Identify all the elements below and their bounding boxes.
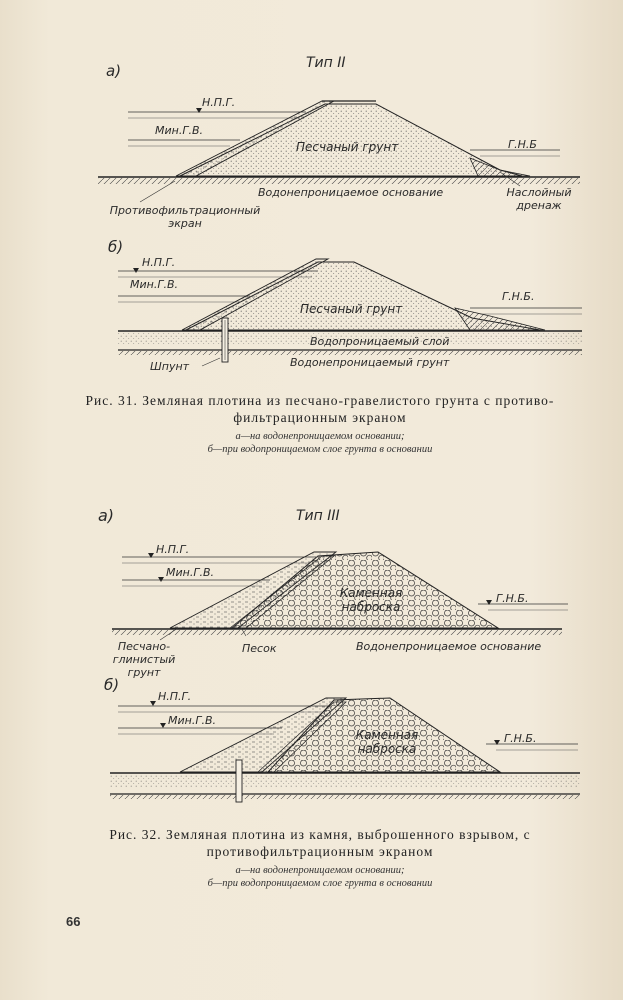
fig31b-npg-label: Н.П.Г. [142, 256, 176, 269]
fig31a-base-label: Водонепроницаемое основание [258, 186, 444, 199]
fig31-caption-line1: Рис. 31. Земляная плотина из песчано-гравелистого грунта с противо- [85, 393, 555, 408]
fig31-panel-b-letter: б) [108, 238, 124, 256]
fig32b-min-gv-label: Мин.Г.В. [168, 714, 216, 727]
fig31b-sand-label: Песчаный грунт [300, 302, 403, 316]
fig32-panel-a-letter: а) [98, 506, 115, 525]
fig32a-min-gv-label: Мин.Г.В. [166, 566, 214, 579]
fig32-panel-b-letter: б) [104, 676, 120, 694]
fig32a-base-label: Водонепроницаемое основание [356, 640, 542, 653]
fig32-caption-line1: Рис. 32. Земляная плотина из камня, выброшенного взрывом, с [109, 827, 531, 842]
fig31a-screen-label: Противофильтрационный экран [109, 204, 261, 230]
fig32-subcaption [60, 864, 580, 890]
fig32b-rockfill-label: Каменная наброска [355, 728, 419, 756]
fig31-caption-line2: фильтрационным экраном [233, 410, 407, 425]
fig31b-min-gv-label: Мин.Г.В. [130, 278, 178, 291]
fig31b-permeable-layer-label: Водопроницаемый слой [310, 335, 450, 348]
fig32-caption [60, 826, 580, 860]
fig31a-drain-label: Наслойный дренаж [506, 186, 572, 212]
fig31-panel-a-letter: а) [106, 62, 122, 80]
fig32-caption-line2: противофильтрационным экраном [206, 844, 434, 859]
fig31a-min-gv-label: Мин.Г.В. [155, 124, 203, 137]
fig32a-clay-label: Песчано-глинистый грунт [112, 640, 176, 679]
fig31-subcaption [60, 430, 580, 456]
page-number: 66 [66, 914, 81, 929]
fig31a-sand-label: Песчаный грунт [296, 140, 399, 154]
fig31b-sheet-pile-label: Шпунт [150, 360, 190, 373]
fig31-sub-b: б—при водопроницаемом слое грунта в основании [207, 444, 433, 455]
fig31b-impermeable-soil-label: Водонепроницаемый грунт [290, 356, 450, 369]
fig32a-npg-label: Н.П.Г. [156, 543, 190, 556]
fig31a-npg-label: Н.П.Г. [202, 96, 236, 109]
fig31a-gnb-label: Г.Н.Б [508, 138, 537, 151]
fig31-type-label: Тип II [306, 55, 346, 71]
fig32a-rockfill-label: Каменная наброска [339, 586, 403, 614]
fig31-caption [60, 392, 580, 426]
fig32b-npg-label: Н.П.Г. [158, 690, 192, 703]
fig32a-gnb-label: Г.Н.Б. [496, 592, 529, 605]
fig32-sub-a: а—на водонепроницаемом основании; [235, 865, 405, 876]
fig32-type-label: Тип III [296, 508, 340, 524]
fig31-sub-a: а—на водонепроницаемом основании; [235, 431, 405, 442]
fig32-sub-b: б—при водопроницаемом слое грунта в основании [207, 878, 433, 889]
fig32a-sand-label: Песок [242, 642, 277, 655]
fig32b-gnb-label: Г.Н.Б. [504, 732, 537, 745]
fig31b-gnb-label: Г.Н.Б. [502, 290, 535, 303]
